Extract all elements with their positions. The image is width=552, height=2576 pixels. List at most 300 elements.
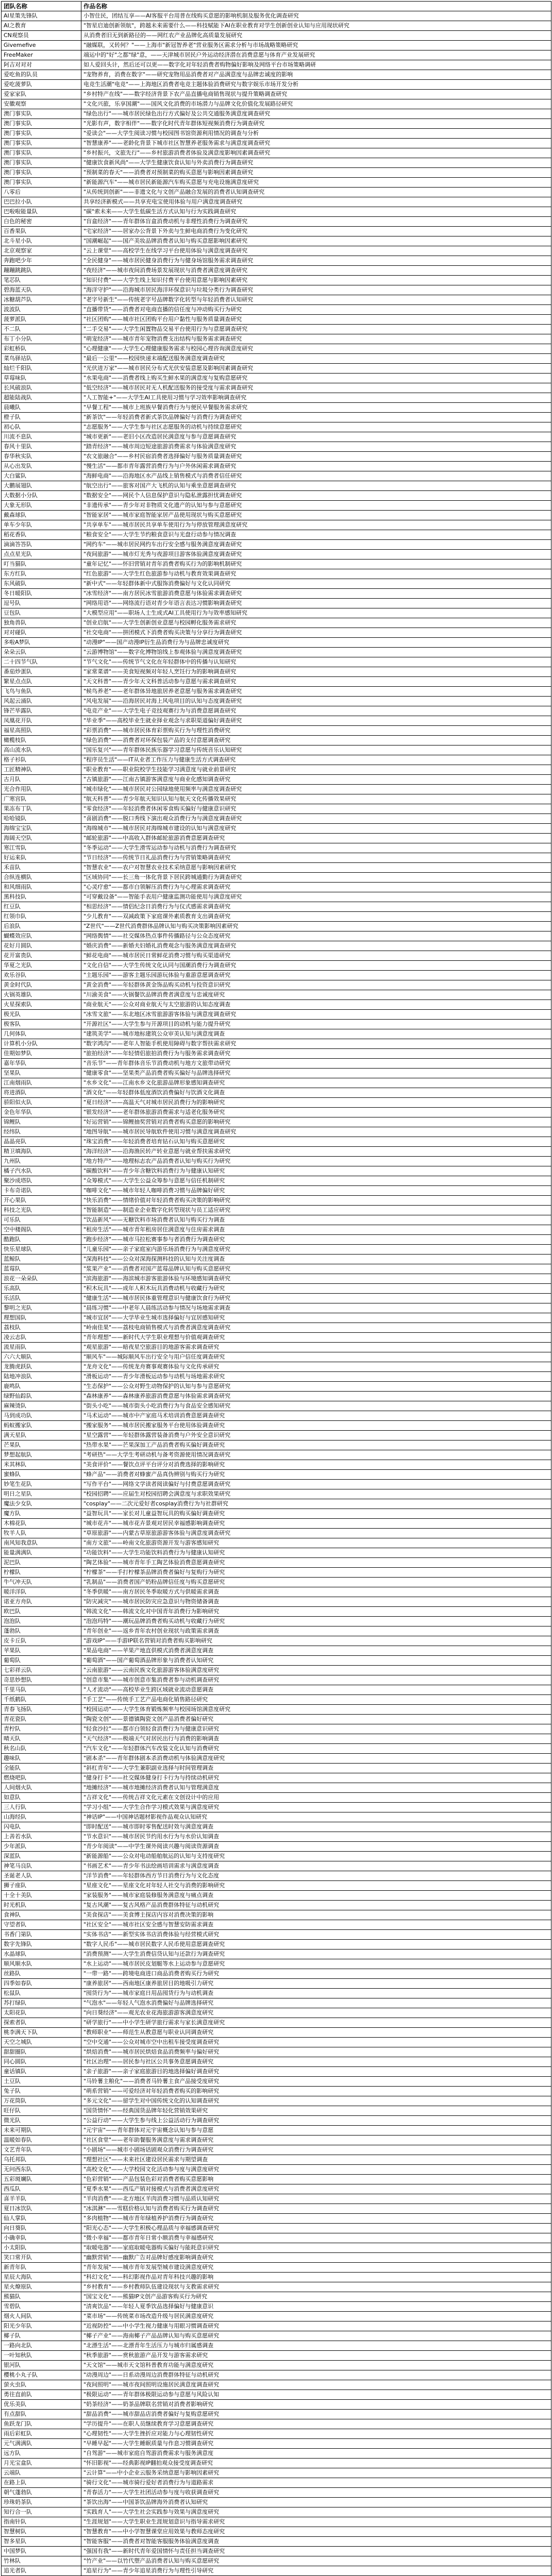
project-name-cell: "区域协同"——长三角一体化背景下居民跨城通勤行为调查研究	[81, 873, 551, 883]
project-name-cell: "零食经济"——年轻消费者休闲零食购买偏好与健康意识研究	[81, 804, 551, 814]
team-name-cell: 如意队	[2, 1793, 81, 1803]
project-name-cell: "文化兴旅，乐享国潮"——国风文化消费的市场潜力与品牌文化价值化发展路径研究	[81, 99, 551, 109]
table-row	[2, 1255, 551, 1264]
team-name-cell: 有点甜队	[2, 2410, 81, 2419]
project-name-cell: "健康生活"——城市居民体重管理意识与健康饮食行为研究	[81, 1294, 551, 1303]
table-row	[2, 1509, 551, 1519]
project-name-cell: "怀旧影视"——经典影视IP翻拍观众接受度调查研究	[81, 2459, 551, 2468]
table-row	[2, 2263, 551, 2273]
project-name-cell: "家常菜谱"——美食短视频对年轻人烹饪行为的影响调查研究	[81, 667, 551, 677]
table-row	[2, 2224, 551, 2233]
project-name-cell: "草原旅游"——内蒙古草原旅游游客体验与满意度调查研究	[81, 1529, 551, 1538]
project-name-cell: "森林康养"——森林康养旅游消费意愿与体验需求调查研究	[81, 1392, 551, 1401]
project-name-cell: "自驾游"——城市家庭自驾游消费需求与服务满意度	[81, 2449, 551, 2459]
table-row	[2, 99, 551, 109]
team-name-cell: 朵朵云队	[2, 648, 81, 657]
team-name-cell: 明日之星队	[2, 1489, 81, 1499]
table-row	[2, 1323, 551, 1333]
table-row	[2, 1901, 551, 1910]
project-name-cell: "心理健康"——大学生心理健康服务需求与校园心理咨询满意度研究	[81, 344, 551, 354]
table-row	[2, 608, 551, 618]
project-name-cell: "健身打卡"——社交媒体健身打卡行为与持续动机研究	[81, 1773, 551, 1783]
project-name-cell: "红色旅游"——大学生红色旅游参与动机与教育效果调查研究	[81, 569, 551, 579]
team-name-cell: 流星雨队	[2, 1343, 81, 1352]
team-name-cell: 二十四节气队	[2, 657, 81, 667]
team-name-cell: 灿烂千阳队	[2, 364, 81, 374]
table-row	[2, 1675, 551, 1685]
team-name-cell: 元气满满队	[2, 2439, 81, 2449]
table-row	[2, 2047, 551, 2057]
project-name-cell: "青春活力"——大学生社团活动参与度与收获调查研究	[81, 2488, 551, 2498]
team-name-cell: 月光宝盒队	[2, 2459, 81, 2468]
project-name-cell: "程序员生活"——IT从业者工作压力与健康生活方式调查研究	[81, 755, 551, 765]
project-name-cell: "近视防控"——中小学生视力健康与用眼习惯调查研究	[81, 2321, 551, 2331]
team-name-cell: 人间烟火队	[2, 1783, 81, 1793]
table-row	[2, 364, 551, 374]
project-name-cell: "川渝美食"——火锅餐饮品牌消费者满意度与忠诚度研究	[81, 990, 551, 1000]
team-name-cell: 澳门事实队	[2, 168, 81, 178]
table-row	[2, 1646, 551, 1656]
table-row	[2, 716, 551, 726]
team-name-cell: 阳光少年队	[2, 2321, 81, 2331]
table-row	[2, 158, 551, 168]
table-row	[2, 2517, 551, 2527]
table-row	[2, 2243, 551, 2253]
team-name-cell: 骄阳似火队	[2, 1098, 81, 1108]
table-row	[2, 1989, 551, 1998]
table-row	[2, 2498, 551, 2507]
project-name-cell: "数字人民币"——城市居民数字人民币使用意愿调查研究	[81, 1940, 551, 1950]
project-name-cell: "汽车文化"——年轻群体汽车改装文化认知与消费研究	[81, 1744, 551, 1754]
project-name-cell: "早餐工程"——城市上班族早餐消费行为与便民早餐服务需求研究	[81, 403, 551, 413]
table-row	[2, 1401, 551, 1411]
project-name-cell: "防灾减灾"——城市居民防灾应急意识与物资储备调查	[81, 1597, 551, 1607]
table-row	[2, 648, 551, 657]
project-name-cell: "人才流动"——高校毕业生跨区域就业流动意愿调查	[81, 1685, 551, 1695]
team-name-cell: 从心出发队	[2, 462, 81, 471]
project-name-cell: "乡村振兴，文旅先行"——乡村旅游消费者体验及满意度影响因素调查研究	[81, 148, 551, 158]
table-row	[2, 1186, 551, 1196]
team-name-cell: 一叶知秋队	[2, 2351, 81, 2361]
project-name-cell: "健康零食"——坚果类产品消费者购买偏好与品牌选择研究	[81, 1069, 551, 1078]
project-name-cell: "风电发展"——沿海居民对海上风电项目的认知与态度调查研究	[81, 697, 551, 706]
project-name-cell: "开源社区"——大学生参与开源项目的动机与能力提升研究	[81, 1020, 551, 1029]
table-row	[2, 1020, 551, 1029]
table-row	[2, 1597, 551, 1607]
team-name-cell: 万花筒队	[2, 2096, 81, 2106]
team-name-cell: 星辰大海队	[2, 2273, 81, 2282]
table-row	[2, 1000, 551, 1010]
table-row	[2, 1029, 551, 1039]
project-name-cell: "盲盒经济"——青年群体盲盒消费动机与非理性消费行为调查研究	[81, 217, 551, 227]
team-name-cell: 葡萄队	[2, 1656, 81, 1666]
project-name-cell: "城市宜居"——大学毕业生城市选择偏好与宜居感知研究	[81, 1313, 551, 1323]
table-row	[2, 1440, 551, 1450]
table-row	[2, 1411, 551, 1421]
team-name-cell: 萤火虫队	[2, 2380, 81, 2390]
team-name-cell: 太阳花队	[2, 2008, 81, 2018]
team-name-cell: 金色年华队	[2, 1108, 81, 1117]
project-name-cell: "预制菜的春天"——消费者对预制菜的购买意愿与影响因素调查研究	[81, 168, 551, 178]
team-name-cell: 牧羊人队	[2, 1529, 81, 1538]
table-row	[2, 1392, 551, 1401]
team-name-cell: 独角兽队	[2, 618, 81, 628]
project-name-cell: "空中交通"——公众对城市空中出租车接受度调查研究	[81, 2038, 551, 2047]
team-name-cell: 指南针队	[2, 2517, 81, 2527]
table-row	[2, 2165, 551, 2175]
team-name-cell: 飞鸟与鱼队	[2, 687, 81, 697]
project-name-cell: "古镇旅游"——江南古镇游客满意度与商业化感知调查研究	[81, 775, 551, 785]
project-name-cell: "陶瓷文创"——景德镇陶瓷文创产品消费者偏好研究	[81, 1715, 551, 1724]
project-name-cell: "果品电商"——苹果产地直供模式消费者满意度调查	[81, 1646, 551, 1656]
table-row	[2, 129, 551, 139]
team-name-cell: 乌托邦队	[2, 2155, 81, 2165]
table-row	[2, 236, 551, 246]
project-name-cell: "新能源船"——公众对电动船舶航运的认知与支持度研究	[81, 1852, 551, 1861]
project-name-cell: "柠檬茶"——手打柠檬茶品牌消费者偏好与复购行为研究	[81, 1568, 551, 1578]
table-row	[2, 980, 551, 990]
table-row	[2, 2136, 551, 2145]
team-name-cell: 澳门事实队	[2, 129, 81, 139]
project-name-cell: "陶艺体验"——城市青年手工陶艺体验消费意愿调查研究	[81, 1558, 551, 1568]
project-name-cell: "踏青经济"——城市周边短途旅游消费需求与体验满意度研究	[81, 442, 551, 452]
team-name-cell: 浪花一朵朵队	[2, 1274, 81, 1284]
project-name-cell: "饮品新风"——无糖饮料市场消费者认知与购买行为调查	[81, 1215, 551, 1225]
team-name-cell: 青花瓷队	[2, 1715, 81, 1724]
project-name-cell: "萌宠经济"——城市青年宠物消费支出结构与服务需求调查研究	[81, 334, 551, 344]
project-name-cell: "青少年阅读"——中学生课外阅读兴趣与阅读资源调查	[81, 1842, 551, 1852]
table-row	[2, 1215, 551, 1225]
team-name-cell: AI星策先锋队	[2, 11, 81, 21]
team-name-cell: 果冻布丁队	[2, 804, 81, 814]
table-row	[2, 1499, 551, 1509]
team-name-cell: 蹦蹦跳跳队	[2, 266, 81, 276]
table-row	[2, 246, 551, 256]
table-row	[2, 1930, 551, 1940]
team-name-cell: 优乐美队	[2, 2400, 81, 2410]
project-name-cell: "深海科技"——公众对深海探测科技的认知与关注度调查	[81, 1255, 551, 1264]
table-row	[2, 1715, 551, 1724]
team-name-cell: 上善若水队	[2, 1832, 81, 1842]
project-name-cell: "建筑美学"——城市地标建筑公众审美认知与满意度调查	[81, 1029, 551, 1039]
project-name-cell: "心理韧性"——大学生挫折应对能力与心理韧性研究	[81, 2429, 551, 2439]
project-name-cell: "cosplay"——二次元爱好者cosplay消费行为与社群研究	[81, 1499, 551, 1509]
project-name-cell: "茶饮出海"——中国茶饮品牌海外消费者认知研究	[81, 2498, 551, 2507]
table-row	[2, 1313, 551, 1323]
team-name-cell: 草莓味队	[2, 374, 81, 383]
table-row	[2, 1538, 551, 1548]
team-name-cell: 笔芯队	[2, 276, 81, 285]
table-row	[2, 1127, 551, 1137]
project-name-cell: "国潮崛起"——国产美妆品牌消费者认知与购买意愿影响因素研究	[81, 236, 551, 246]
team-name-cell: 不二队	[2, 325, 81, 334]
team-name-cell: 微光队	[2, 2116, 81, 2126]
team-name-cell: 守望者队	[2, 1920, 81, 1930]
project-name-cell: "最后一公里"——校园快递末端配送服务满意度调查研究	[81, 354, 551, 364]
project-name-cell: "慢生活"——都市青年露营消费行为与户外休闲需求调查研究	[81, 462, 551, 471]
table-row	[2, 618, 551, 628]
team-name-cell: 黄金时代队	[2, 980, 81, 990]
team-name-cell: 红豆队	[2, 902, 81, 912]
team-name-cell: 南风知我意队	[2, 1538, 81, 1548]
project-name-cell: 共享经济新模式——共享充电宝使用体验与用户满意度调查研究	[81, 197, 551, 207]
table-row	[2, 1088, 551, 1098]
project-name-cell: "咖啡文化"——城市年轻人咖啡消费习惯与品牌偏好研究	[81, 1186, 551, 1196]
project-name-cell: "少儿教育"——双减政策下家庭课外素质教育支出调查研究	[81, 912, 551, 922]
table-row	[2, 2028, 551, 2038]
project-name-cell: "洋节消费"——年轻群体西方节日消费行为与文化态度	[81, 1871, 551, 1881]
project-name-cell: "复古风潮"——复古风格产品消费群体特征与动机研究	[81, 1901, 551, 1910]
team-name-cell: 椰子队	[2, 2331, 81, 2341]
table-row	[2, 2087, 551, 2096]
project-name-cell: "考研热"——大学生考研动机与备考资源使用情况调查研究	[81, 1450, 551, 1460]
table-row	[2, 1343, 551, 1352]
table-row	[2, 2390, 551, 2400]
table-row	[2, 60, 551, 70]
table-row	[2, 2096, 551, 2106]
table-row	[2, 11, 551, 21]
table-row	[2, 432, 551, 442]
table-row	[2, 1010, 551, 1020]
project-name-cell: "老字号新生"——传统老字号品牌数字化转型与年轻消费者认知研究	[81, 295, 551, 305]
team-name-cell: 冬日暖阳队	[2, 589, 81, 599]
project-name-cell: "好运营销"——锦鲤抽奖营销对消费者购买意愿的影响研究	[81, 1117, 551, 1127]
project-name-cell: "轻食沙拉"——都市白领轻食消费行为与健康意识研究	[81, 1724, 551, 1734]
project-name-cell: "创意市集"——城市创意市集消费者参与动机调查研究	[81, 1675, 551, 1685]
table-row	[2, 2351, 551, 2361]
project-name-cell: "青年创业"——返乡青年农村创业现状与政策需求调查	[81, 1626, 551, 1636]
team-name-cell: 花好月圆队	[2, 941, 81, 951]
table-row	[2, 1529, 551, 1538]
project-name-cell: "新中式"——年轻群体新中式服饰消费偏好与文化认同研究	[81, 579, 551, 589]
team-name-cell: 华夏之光队	[2, 961, 81, 971]
table-row	[2, 90, 551, 99]
project-name-cell: "校园招聘"——应届生对校园招聘会满意度与求职效果研究	[81, 1489, 551, 1499]
project-name-cell: "水乡文化"——江南水乡文化旅游品牌形象感知调查研究	[81, 1078, 551, 1088]
table-row	[2, 2194, 551, 2204]
table-row	[2, 1617, 551, 1626]
table-row	[2, 912, 551, 922]
team-name-cell: 阿吉对对对	[2, 60, 81, 70]
team-name-cell: 樱桃小丸子队	[2, 2370, 81, 2380]
team-name-cell: 泡泡队	[2, 1617, 81, 1626]
table-row	[2, 1705, 551, 1715]
table-row	[2, 520, 551, 530]
table-row	[2, 2410, 551, 2419]
team-name-cell: 澳门事实队	[2, 109, 81, 119]
project-name-cell: "智慧农业"——农户对智慧农业技术采纳意愿与影响因素研究	[81, 863, 551, 873]
team-name-cell: 知行合一队	[2, 2507, 81, 2517]
table-row	[2, 2233, 551, 2243]
project-name-cell: "社交电商"——拼团模式下消费者购买决策与分享行为调查研究	[81, 628, 551, 638]
project-name-cell: "热带水果"——芒果深加工产品消费者购买偏好调查研究	[81, 1440, 551, 1450]
team-name-cell: 山海经队	[2, 1812, 81, 1822]
project-name-cell: "甜品消费"——城市甜品店消费者偏好与复购意愿研究	[81, 2410, 551, 2419]
table-row	[2, 481, 551, 491]
table-row	[2, 354, 551, 364]
table-row	[2, 374, 551, 383]
table-row	[2, 1959, 551, 1969]
table-row	[2, 325, 551, 334]
project-name-cell: "多元文化"——留学生对中国传统文化的认知调查研究	[81, 2096, 551, 2106]
team-name-cell: 繁星点点队	[2, 677, 81, 687]
project-name-cell: "商业航天"——公众对商业航天与太空旅游的认知态度调查	[81, 1000, 551, 1010]
table-row	[2, 2459, 551, 2468]
team-name-cell: 初心队	[2, 422, 81, 432]
project-name-cell: "海洋守护"——沿海城市居民海洋环保意识与垃圾分类行为调查研究	[81, 285, 551, 295]
project-name-cell: "节水意识"——城市居民节约用水行为与水价认知调查	[81, 1832, 551, 1842]
table-row	[2, 687, 551, 697]
project-name-cell: "相思经济"——情侣纪念日消费行为与仪式感需求调查研究	[81, 902, 551, 912]
table-row	[2, 2312, 551, 2321]
team-name-cell: 理想国队	[2, 1313, 81, 1323]
team-name-cell: 百香果队	[2, 227, 81, 236]
project-name-cell: "全民健身"——城市居民健身消费行为与健身场馆服务需求调查研究	[81, 256, 551, 266]
table-row	[2, 2126, 551, 2136]
team-name-cell: 禾苗队	[2, 863, 81, 873]
team-name-cell: 大鹏展翅队	[2, 481, 81, 491]
project-name-cell: "海洋经济"——沿海渔民转产转业意愿与就业帮扶需求研究	[81, 1147, 551, 1157]
project-name-cell: "南方文旅"——岭南文化旅游资源开发与游客感知研究	[81, 1538, 551, 1548]
table-row	[2, 1078, 551, 1088]
project-name-cell: "智慧康养"——老龄化背景下城市社区智慧养老服务需求与满意度调查研究	[81, 139, 551, 148]
team-name-cell: 凌云志队	[2, 1333, 81, 1343]
project-name-cell: "动漫周边"——日系动漫周边消费群体特征与动机研究	[81, 2370, 551, 2380]
team-name-cell: 苹果队	[2, 1646, 81, 1656]
table-row	[2, 1039, 551, 1049]
project-name-cell: "网约车"——城市居民网约车出行安全感与服务满意度调查研究	[81, 540, 551, 550]
table-row	[2, 2321, 551, 2331]
table-row	[2, 1666, 551, 1675]
team-name-cell: 鱼跃龙门队	[2, 2419, 81, 2429]
team-name-cell: 川流不息队	[2, 432, 81, 442]
team-name-cell: 甜甜圈队	[2, 2047, 81, 2057]
table-row	[2, 824, 551, 834]
team-name-cell: 同心圆队	[2, 2057, 81, 2067]
team-name-cell: 澳门事实队	[2, 148, 81, 158]
team-name-cell: 卡布奇诺队	[2, 1186, 81, 1196]
team-name-cell: 乐高队	[2, 1284, 81, 1294]
project-name-cell: "学历提升"——在职人员继续教育学习意愿调查研究	[81, 2419, 551, 2429]
project-name-cell: "龙舟文化"——传统龙舟赛事观赛体验与文化传承研究	[81, 1362, 551, 1372]
table-row	[2, 1587, 551, 1597]
team-name-cell: 青春飞扬队	[2, 1705, 81, 1715]
table-row	[2, 1852, 551, 1861]
project-name-cell: "节日经济"——传统节日礼品消费行为与营销策略调查研究	[81, 853, 551, 863]
team-name-cell: 海绵宝宝队	[2, 824, 81, 834]
project-name-cell: "社区治理"——居民参与社区公共事务意愿调查研究	[81, 2057, 551, 2067]
project-name-cell: "蜂产品"——消费者对蜂蜜产品真伪辨别与购买行为研究	[81, 1470, 551, 1480]
team-name-cell: 长风破浪队	[2, 383, 81, 393]
team-name-cell: 欢乐谷队	[2, 971, 81, 980]
team-name-cell: 米其林队	[2, 1460, 81, 1470]
table-row	[2, 305, 551, 315]
team-name-cell: 空中楼阁队	[2, 1225, 81, 1235]
team-name-cell: 稻花香队	[2, 530, 81, 540]
table-row	[2, 2106, 551, 2116]
team-name-cell: 马到成功队	[2, 1411, 81, 1421]
project-name-cell: "喜剧消费"——脱口秀线下演出观众消费行为与满意度调查研究	[81, 814, 551, 824]
project-name-cell: "国乐复兴"——青年群体民族乐器学习意愿与传统音乐认知研究	[81, 745, 551, 755]
table-row	[2, 442, 551, 452]
project-name-cell: "海鲜电商"——沿海地区水产品线上销售模式与消费者信任研究	[81, 471, 551, 481]
team-name-cell: 四季如春队	[2, 1979, 81, 1989]
table-row	[2, 990, 551, 1000]
table-row	[2, 1519, 551, 1529]
table-row	[2, 2429, 551, 2439]
project-name-cell: "光伏进万家"——城市居民分布式光伏安装意愿及影响因素调查研究	[81, 364, 551, 374]
team-name-cell: 雨后彩虹队	[2, 2429, 81, 2439]
project-name-cell: "康养旅居"——西南地区康养旅居目的地吸引力研究	[81, 1979, 551, 1989]
table-row	[2, 197, 551, 207]
table-row	[2, 941, 551, 951]
team-name-cell: Givemefive	[2, 41, 81, 50]
team-name-cell: 可乐队	[2, 1215, 81, 1225]
table-row	[2, 1910, 551, 1920]
team-name-cell: 豆包队	[2, 608, 81, 618]
project-name-cell: "羊肉消费"——北方地区羊肉消费习惯与品质认知研究	[81, 2194, 551, 2204]
table-row	[2, 1480, 551, 1489]
project-name-cell: "农文旅融合"——乡村民宿消费者选择偏好与服务质量调查研究	[81, 452, 551, 462]
project-name-cell: "租房生活"——城市青年租房居住满意度与住房需求调查	[81, 1225, 551, 1235]
project-name-cell: "晨练习惯"——中老年人晨练活动参与情况与场地需求调查	[81, 1303, 551, 1313]
project-name-cell: "酒文化"——年轻群体低度酒饮消费偏好与饮酒文化调查	[81, 1088, 551, 1098]
project-name-cell: "生态保护"——公众对野生动物保护的认知与参与意愿研究	[81, 1382, 551, 1392]
team-name-cell: 古月队	[2, 775, 81, 785]
team-name-cell: 将进酒队	[2, 1088, 81, 1098]
team-name-cell: 春风十里队	[2, 442, 81, 452]
team-name-cell: 巴啦啦能量队	[2, 207, 81, 217]
team-name-cell: 精卫填海队	[2, 1147, 81, 1157]
team-name-cell: 黑科技队	[2, 892, 81, 902]
team-name-cell: 合纵连横队	[2, 873, 81, 883]
table-row	[2, 1196, 551, 1206]
table-row	[2, 1891, 551, 1901]
project-name-cell: 电竞生活潮"电竞"——上海地区消费者电竞主题体验消费研究与数字娱乐市场开发分析	[81, 80, 551, 90]
team-name-cell: 燃烧吧队	[2, 1773, 81, 1783]
team-name-cell: 西瓜队	[2, 2184, 81, 2194]
project-name-cell: "奶茶经济"——奶茶品牌联名营销对消费者影响研究	[81, 2400, 551, 2410]
table-row	[2, 1656, 551, 1666]
project-name-cell: "碳酸饮料"——青少年含糖饮料消费行为与健康认知研究	[81, 1166, 551, 1176]
team-name-cell: 暖洋洋队	[2, 1587, 81, 1597]
project-name-cell: "泡泡玛特"——潮玩品牌消费者购买动机与收藏行为研究	[81, 1617, 551, 1626]
project-name-cell: "书画艺术"——青少年书法绘画培训需求与满意度调查	[81, 1861, 551, 1871]
project-name-cell: "功能饮料"——大学生功能饮料消费行为与健康认知研究	[81, 1548, 551, 1558]
table-row	[2, 1333, 551, 1343]
header-project-name: 作品名称	[81, 2, 551, 11]
table-row	[2, 1157, 551, 1166]
team-name-cell: 极光队	[2, 1010, 81, 1020]
table-row	[2, 1225, 551, 1235]
table-row	[2, 1245, 551, 1255]
table-row	[2, 1382, 551, 1392]
project-name-cell: "星座文化"——星座文化对年轻人社交与消费的影响研究	[81, 1881, 551, 1891]
table-row	[2, 1098, 551, 1108]
table-row	[2, 2155, 551, 2165]
table-row	[2, 1607, 551, 1617]
team-name-cell: 魔法少女队	[2, 1499, 81, 1509]
project-name-cell: "城市更新"——老旧小区改造居民满意度与参与意愿调查研究	[81, 432, 551, 442]
project-name-cell: "吉祥文化"——传统吉祥文化元素在文创设计中的应用	[81, 1793, 551, 1803]
team-name-cell: 蓝莓队	[2, 1264, 81, 1274]
project-name-cell: 小智住民，团结互享——AI客服平台用普在线购买意愿的影响机制及服务优化调查研究	[81, 11, 551, 21]
team-name-cell: 冰糖葫芦队	[2, 295, 81, 305]
team-name-cell: 智慧树队	[2, 2527, 81, 2537]
project-name-cell: "航空出行"——旅客对国产大飞机的认知与乘坐意愿调查研究	[81, 481, 551, 491]
table-row	[2, 344, 551, 354]
project-name-cell: "国宝文化"——熊猫IP文创产品游客购买行为研究	[81, 2292, 551, 2302]
